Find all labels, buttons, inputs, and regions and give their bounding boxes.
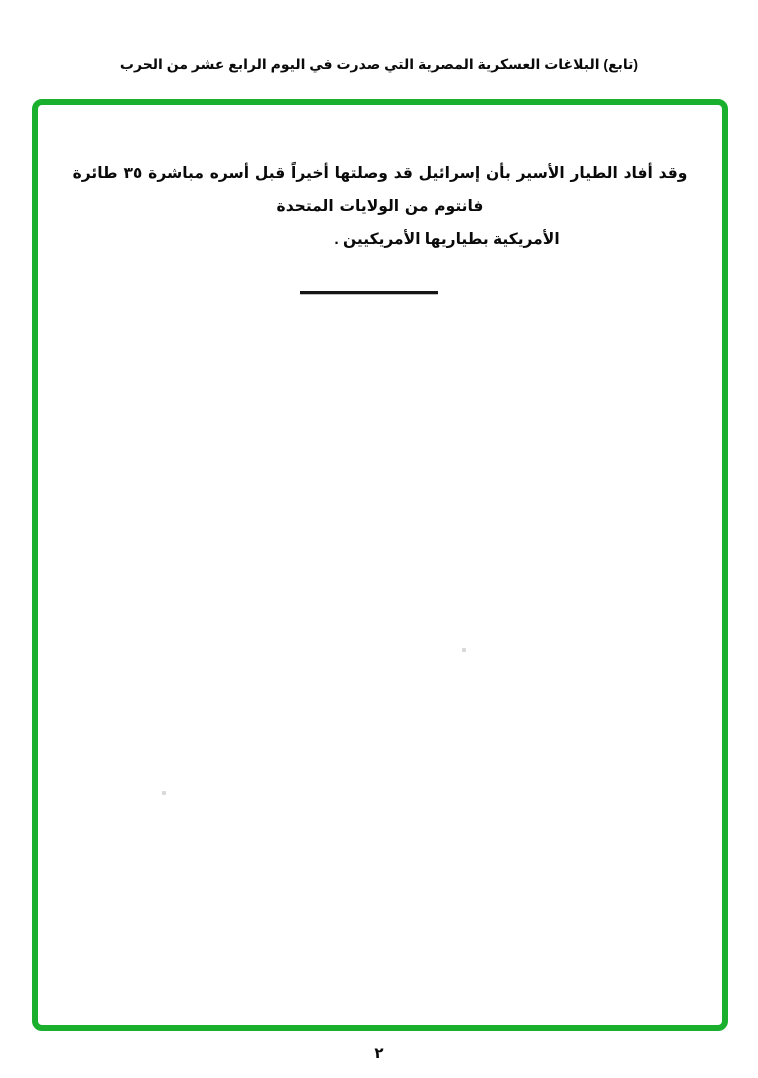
body-text-line-2: الأمريكية بطياريها الأمريكيين . bbox=[334, 231, 560, 248]
page-header-title: (تابع) البلاغات العسكرية المصرية التي صدرت في اليوم الرابع عشر من الحرب bbox=[119, 56, 639, 72]
page-number: ٢ bbox=[374, 1045, 384, 1062]
scan-artifact-dot bbox=[162, 791, 166, 795]
body-paragraph bbox=[54, 157, 706, 256]
scan-artifact-dot bbox=[462, 648, 466, 652]
section-divider-rule bbox=[300, 291, 438, 294]
body-text-line-1: وقد أفاد الطيار الأسير بأن إسرائيل قد وصلتها أخيراً قبل أسره مباشرة ٣٥ طائرة فانتوم من الولايات المتحدة bbox=[72, 165, 688, 215]
content-frame-border bbox=[32, 99, 728, 1031]
